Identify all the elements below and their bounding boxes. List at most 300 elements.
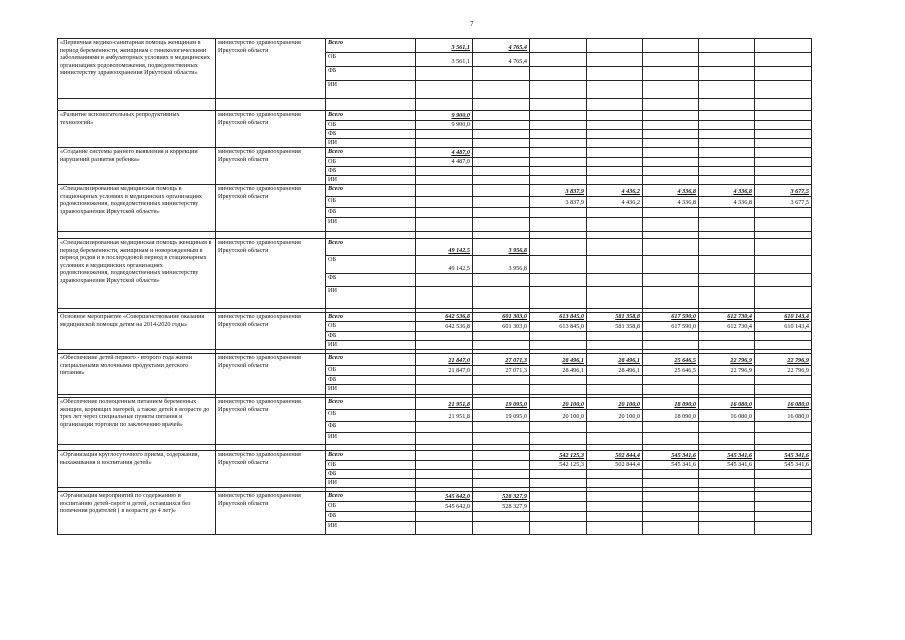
value-cell (587, 239, 643, 256)
table-row (58, 239, 812, 256)
value-cell (643, 274, 699, 287)
value-cell (416, 139, 473, 148)
value-cell (530, 274, 587, 287)
value-cell (473, 167, 530, 176)
value-cell: 25 646,5 (643, 366, 699, 376)
value-cell (587, 479, 643, 488)
value-cell (416, 274, 473, 287)
value-cell (699, 492, 755, 502)
value-cell (699, 341, 755, 350)
value-cell (587, 111, 643, 121)
value-cell (643, 239, 699, 256)
value-cell (473, 197, 530, 208)
responsible-cell: министерство здравоохранения Иркутской области (216, 354, 326, 395)
value-cell: 4 336,8 (643, 197, 699, 208)
value-cell (643, 522, 699, 535)
value-cell: 16 080,0 (755, 398, 812, 410)
source-cell: Всего (326, 313, 416, 322)
value-cell (473, 341, 530, 350)
value-cell (473, 148, 530, 158)
value-cell: 642 536,8 (416, 313, 473, 322)
value-cell: 28 496,1 (587, 366, 643, 376)
value-cell: 528 327,9 (473, 502, 530, 512)
value-cell (530, 256, 587, 274)
value-cell (587, 522, 643, 535)
value-cell (416, 512, 473, 522)
spacer-cell (587, 99, 643, 111)
value-cell (643, 332, 699, 341)
value-cell: 16 080,0 (755, 410, 812, 422)
value-cell (755, 274, 812, 287)
value-cell: 9 900,0 (416, 111, 473, 121)
value-cell: 21 951,8 (416, 410, 473, 422)
value-cell: 4 487,0 (416, 158, 473, 167)
value-cell: 545 341,6 (643, 461, 699, 470)
value-cell (699, 167, 755, 176)
value-cell (587, 39, 643, 53)
value-cell: 19 095,0 (473, 410, 530, 422)
value-cell (643, 287, 699, 309)
value-cell: 612 730,4 (699, 313, 755, 322)
value-cell (416, 470, 473, 479)
spacer-cell (530, 99, 587, 111)
value-cell (755, 121, 812, 130)
value-cell (473, 479, 530, 488)
program-name-cell: «Организация круглосуточного приема, содержания, выхаживания и воспитания детей» (58, 451, 216, 488)
value-cell (473, 111, 530, 121)
source-cell: ОБ (326, 158, 416, 167)
source-cell: ФБ (326, 376, 416, 385)
spacer-cell (530, 232, 587, 239)
source-cell: ИИ (326, 433, 416, 445)
value-cell (587, 492, 643, 502)
value-cell: 28 496,1 (587, 354, 643, 366)
value-cell (755, 479, 812, 488)
table-row (58, 354, 812, 366)
responsible-cell: министерство здравоохранения Иркутской области (216, 239, 326, 309)
value-cell (643, 422, 699, 433)
value-cell: 49 142,5 (416, 239, 473, 256)
value-cell (530, 158, 587, 167)
source-cell: ИИ (326, 479, 416, 488)
table-row (58, 111, 812, 121)
value-cell (473, 121, 530, 130)
value-cell (643, 492, 699, 502)
value-cell (699, 274, 755, 287)
value-cell (643, 470, 699, 479)
source-cell: ФБ (326, 512, 416, 522)
value-cell (699, 479, 755, 488)
value-cell (643, 39, 699, 53)
value-cell: 49 142,5 (416, 256, 473, 274)
value-cell (643, 130, 699, 139)
value-cell: 16 080,0 (699, 398, 755, 410)
spacer-row (58, 99, 812, 111)
value-cell: 25 646,5 (643, 354, 699, 366)
source-cell: ОБ (326, 121, 416, 130)
value-cell: 27 071,3 (473, 354, 530, 366)
value-cell (416, 385, 473, 395)
source-cell: Всего (326, 398, 416, 410)
value-cell (643, 111, 699, 121)
value-cell (530, 433, 587, 445)
value-cell (643, 256, 699, 274)
value-cell (473, 385, 530, 395)
value-cell: 3 837,9 (530, 197, 587, 208)
value-cell (416, 376, 473, 385)
value-cell: 3 956,8 (473, 256, 530, 274)
value-cell (643, 502, 699, 512)
value-cell (699, 218, 755, 232)
source-cell: ИИ (326, 287, 416, 309)
source-cell: Всего (326, 354, 416, 366)
responsible-cell: министерство здравоохранения Иркутской области (216, 313, 326, 350)
value-cell (530, 218, 587, 232)
value-cell: 16 080,0 (699, 410, 755, 422)
value-cell (473, 422, 530, 433)
value-cell (530, 512, 587, 522)
spacer-cell (755, 99, 812, 111)
value-cell (699, 512, 755, 522)
source-cell: ОБ (326, 256, 416, 274)
value-cell (643, 158, 699, 167)
value-cell (416, 130, 473, 139)
source-cell: ИИ (326, 176, 416, 185)
value-cell: 612 730,4 (699, 322, 755, 332)
value-cell: 542 125,3 (530, 461, 587, 470)
value-cell (473, 522, 530, 535)
value-cell (699, 433, 755, 445)
value-cell (755, 111, 812, 121)
source-cell: Всего (326, 111, 416, 121)
value-cell: 601 303,0 (473, 322, 530, 332)
page-number: 7 (470, 20, 474, 28)
value-cell (416, 176, 473, 185)
value-cell: 27 071,3 (473, 366, 530, 376)
value-cell: 3 677,5 (755, 197, 812, 208)
source-cell: ОБ (326, 461, 416, 470)
value-cell (416, 197, 473, 208)
value-cell: 642 536,8 (416, 322, 473, 332)
value-cell (587, 287, 643, 309)
source-cell: ИИ (326, 341, 416, 350)
source-cell: ИИ (326, 218, 416, 232)
value-cell (416, 461, 473, 470)
source-cell: ФБ (326, 470, 416, 479)
value-cell (755, 239, 812, 256)
value-cell (416, 287, 473, 309)
spacer-cell (58, 232, 216, 239)
value-cell (473, 208, 530, 218)
value-cell: 3 561,1 (416, 39, 473, 53)
value-cell (587, 139, 643, 148)
program-name-cell: «Специализированная медицинская помощь в стационарных условиях в медицинских организациях родовспоможения, подведомственных министерству здравоохранения Иркутской области» (58, 185, 216, 232)
source-cell: Всего (326, 185, 416, 197)
program-name-cell: «Развитие вспомогательных репродуктивных технологий» (58, 111, 216, 148)
value-cell (416, 185, 473, 197)
value-cell (699, 385, 755, 395)
value-cell (699, 148, 755, 158)
value-cell: 4 487,0 (416, 148, 473, 158)
value-cell (530, 287, 587, 309)
value-cell: 22 796,9 (699, 366, 755, 376)
value-cell: 18 090,0 (643, 410, 699, 422)
spacer-cell (643, 99, 699, 111)
value-cell (473, 158, 530, 167)
value-cell (755, 492, 812, 502)
value-cell (416, 208, 473, 218)
value-cell (643, 208, 699, 218)
value-cell (587, 433, 643, 445)
value-cell: 28 496,1 (530, 354, 587, 366)
value-cell (416, 341, 473, 350)
source-cell: ОБ (326, 410, 416, 422)
value-cell (755, 502, 812, 512)
table-body (58, 39, 812, 535)
value-cell (587, 385, 643, 395)
value-cell: 22 796,9 (755, 366, 812, 376)
source-cell: ФБ (326, 167, 416, 176)
value-cell (699, 239, 755, 256)
value-cell (755, 332, 812, 341)
value-cell (416, 479, 473, 488)
value-cell (530, 130, 587, 139)
value-cell (473, 67, 530, 81)
table-row (58, 148, 812, 158)
spacer-cell (473, 99, 530, 111)
value-cell: 617 590,0 (643, 322, 699, 332)
value-cell: 3 561,1 (416, 53, 473, 67)
value-cell (755, 53, 812, 67)
value-cell (755, 176, 812, 185)
spacer-cell (755, 232, 812, 239)
value-cell (416, 422, 473, 433)
funding-table (57, 38, 812, 535)
program-name-cell: «Первичная медико-санитарная помощь женщинам в период беременности, женщинам с гинекологическими заболеваниями в амбулаторных условиях в медицинских организациях родовспоможения, подведомственных министерству здравоохранения Иркутской области» (58, 39, 216, 99)
value-cell (416, 81, 473, 99)
value-cell (643, 148, 699, 158)
value-cell (587, 332, 643, 341)
responsible-cell: министерство здравоохранения Иркутской области (216, 451, 326, 488)
value-cell (587, 218, 643, 232)
value-cell (699, 256, 755, 274)
value-cell (530, 167, 587, 176)
value-cell (530, 111, 587, 121)
value-cell (755, 218, 812, 232)
source-cell: ФБ (326, 274, 416, 287)
value-cell (530, 341, 587, 350)
value-cell (643, 479, 699, 488)
value-cell (587, 176, 643, 185)
value-cell (530, 53, 587, 67)
value-cell: 545 341,6 (699, 461, 755, 470)
value-cell (755, 422, 812, 433)
source-cell: Всего (326, 148, 416, 158)
value-cell: 21 847,0 (416, 366, 473, 376)
table-row (58, 398, 812, 410)
value-cell (473, 461, 530, 470)
spacer-cell (473, 232, 530, 239)
value-cell: 545 341,6 (643, 451, 699, 461)
value-cell (755, 208, 812, 218)
value-cell (473, 287, 530, 309)
spacer-cell (326, 232, 416, 239)
source-cell: ИИ (326, 385, 416, 395)
spacer-cell (216, 99, 326, 111)
value-cell (699, 130, 755, 139)
spacer-cell (216, 232, 326, 239)
value-cell: 3 956,8 (473, 239, 530, 256)
value-cell (416, 332, 473, 341)
value-cell (699, 470, 755, 479)
value-cell (699, 53, 755, 67)
value-cell: 3 677,5 (755, 185, 812, 197)
value-cell: 610 143,4 (755, 322, 812, 332)
source-cell: ИИ (326, 139, 416, 148)
source-cell: ИИ (326, 522, 416, 535)
value-cell: 22 796,9 (699, 354, 755, 366)
value-cell (755, 167, 812, 176)
value-cell: 20 100,0 (530, 398, 587, 410)
value-cell (530, 208, 587, 218)
value-cell (416, 522, 473, 535)
value-cell (587, 167, 643, 176)
program-name-cell: «Обеспечение полноценным питанием беременных женщин, кормящих матерей, а также детей в возрасте до трех лет через специальные пункты питания и организации торговли по заключению врачей» (58, 398, 216, 445)
value-cell (530, 470, 587, 479)
value-cell (699, 121, 755, 130)
spacer-cell (416, 99, 473, 111)
value-cell (530, 522, 587, 535)
value-cell: 20 100,0 (587, 398, 643, 410)
value-cell (643, 167, 699, 176)
value-cell (587, 422, 643, 433)
value-cell: 4 336,8 (699, 197, 755, 208)
value-cell: 4 436,2 (587, 185, 643, 197)
value-cell (643, 512, 699, 522)
source-cell: ФБ (326, 130, 416, 139)
spacer-cell (699, 232, 755, 239)
value-cell: 581 358,8 (587, 322, 643, 332)
value-cell (416, 67, 473, 81)
value-cell (643, 385, 699, 395)
table-row (58, 451, 812, 461)
value-cell: 545 642,0 (416, 502, 473, 512)
value-cell (587, 502, 643, 512)
value-cell (643, 433, 699, 445)
source-cell: ФБ (326, 422, 416, 433)
value-cell (530, 492, 587, 502)
value-cell (587, 158, 643, 167)
value-cell: 21 951,8 (416, 398, 473, 410)
value-cell: 21 847,0 (416, 354, 473, 366)
value-cell (755, 256, 812, 274)
spacer-cell (643, 232, 699, 239)
value-cell (416, 451, 473, 461)
value-cell (643, 176, 699, 185)
value-cell: 610 143,4 (755, 313, 812, 322)
value-cell (643, 218, 699, 232)
spacer-cell (587, 232, 643, 239)
responsible-cell: министерство здравоохранения Иркутской области (216, 492, 326, 535)
value-cell: 4 765,4 (473, 53, 530, 67)
value-cell: 18 090,0 (643, 398, 699, 410)
value-cell (699, 158, 755, 167)
value-cell (699, 502, 755, 512)
value-cell: 20 100,0 (587, 410, 643, 422)
value-cell (530, 121, 587, 130)
value-cell (587, 121, 643, 130)
value-cell (755, 39, 812, 53)
value-cell (755, 341, 812, 350)
value-cell (699, 422, 755, 433)
value-cell (643, 81, 699, 99)
value-cell (530, 39, 587, 53)
value-cell (755, 67, 812, 81)
table-row (58, 39, 812, 53)
source-cell: ОБ (326, 53, 416, 67)
value-cell (416, 167, 473, 176)
value-cell (473, 376, 530, 385)
value-cell: 4 765,4 (473, 39, 530, 53)
value-cell (530, 422, 587, 433)
value-cell (699, 176, 755, 185)
source-cell: Всего (326, 451, 416, 461)
value-cell (587, 81, 643, 99)
value-cell: 28 496,1 (530, 366, 587, 376)
value-cell (755, 139, 812, 148)
value-cell (699, 208, 755, 218)
value-cell (530, 332, 587, 341)
value-cell: 545 341,6 (699, 451, 755, 461)
value-cell (699, 139, 755, 148)
value-cell (587, 376, 643, 385)
value-cell (755, 512, 812, 522)
value-cell (530, 502, 587, 512)
value-cell (473, 470, 530, 479)
value-cell (755, 470, 812, 479)
value-cell: 4 336,8 (699, 185, 755, 197)
value-cell (755, 148, 812, 158)
responsible-cell: министерство здравоохранения Иркутской области (216, 148, 326, 185)
value-cell (643, 341, 699, 350)
responsible-cell: министерство здравоохранения Иркутской области (216, 398, 326, 445)
value-cell (473, 139, 530, 148)
value-cell (587, 130, 643, 139)
value-cell (755, 158, 812, 167)
value-cell (473, 130, 530, 139)
source-cell: ОБ (326, 322, 416, 332)
value-cell (699, 376, 755, 385)
value-cell: 528 327,9 (473, 492, 530, 502)
value-cell (699, 111, 755, 121)
value-cell: 3 837,9 (530, 185, 587, 197)
value-cell (416, 218, 473, 232)
source-cell: Всего (326, 39, 416, 53)
table-row (58, 492, 812, 502)
value-cell: 542 125,3 (530, 451, 587, 461)
value-cell (587, 67, 643, 81)
value-cell (587, 148, 643, 158)
value-cell (530, 239, 587, 256)
value-cell: 20 100,0 (530, 410, 587, 422)
value-cell (473, 176, 530, 185)
value-cell: 545 341,6 (755, 461, 812, 470)
value-cell: 601 303,0 (473, 313, 530, 322)
value-cell: 9 900,0 (416, 121, 473, 130)
responsible-cell: министерство здравоохранения Иркутской области (216, 185, 326, 232)
value-cell (755, 433, 812, 445)
value-cell (755, 522, 812, 535)
